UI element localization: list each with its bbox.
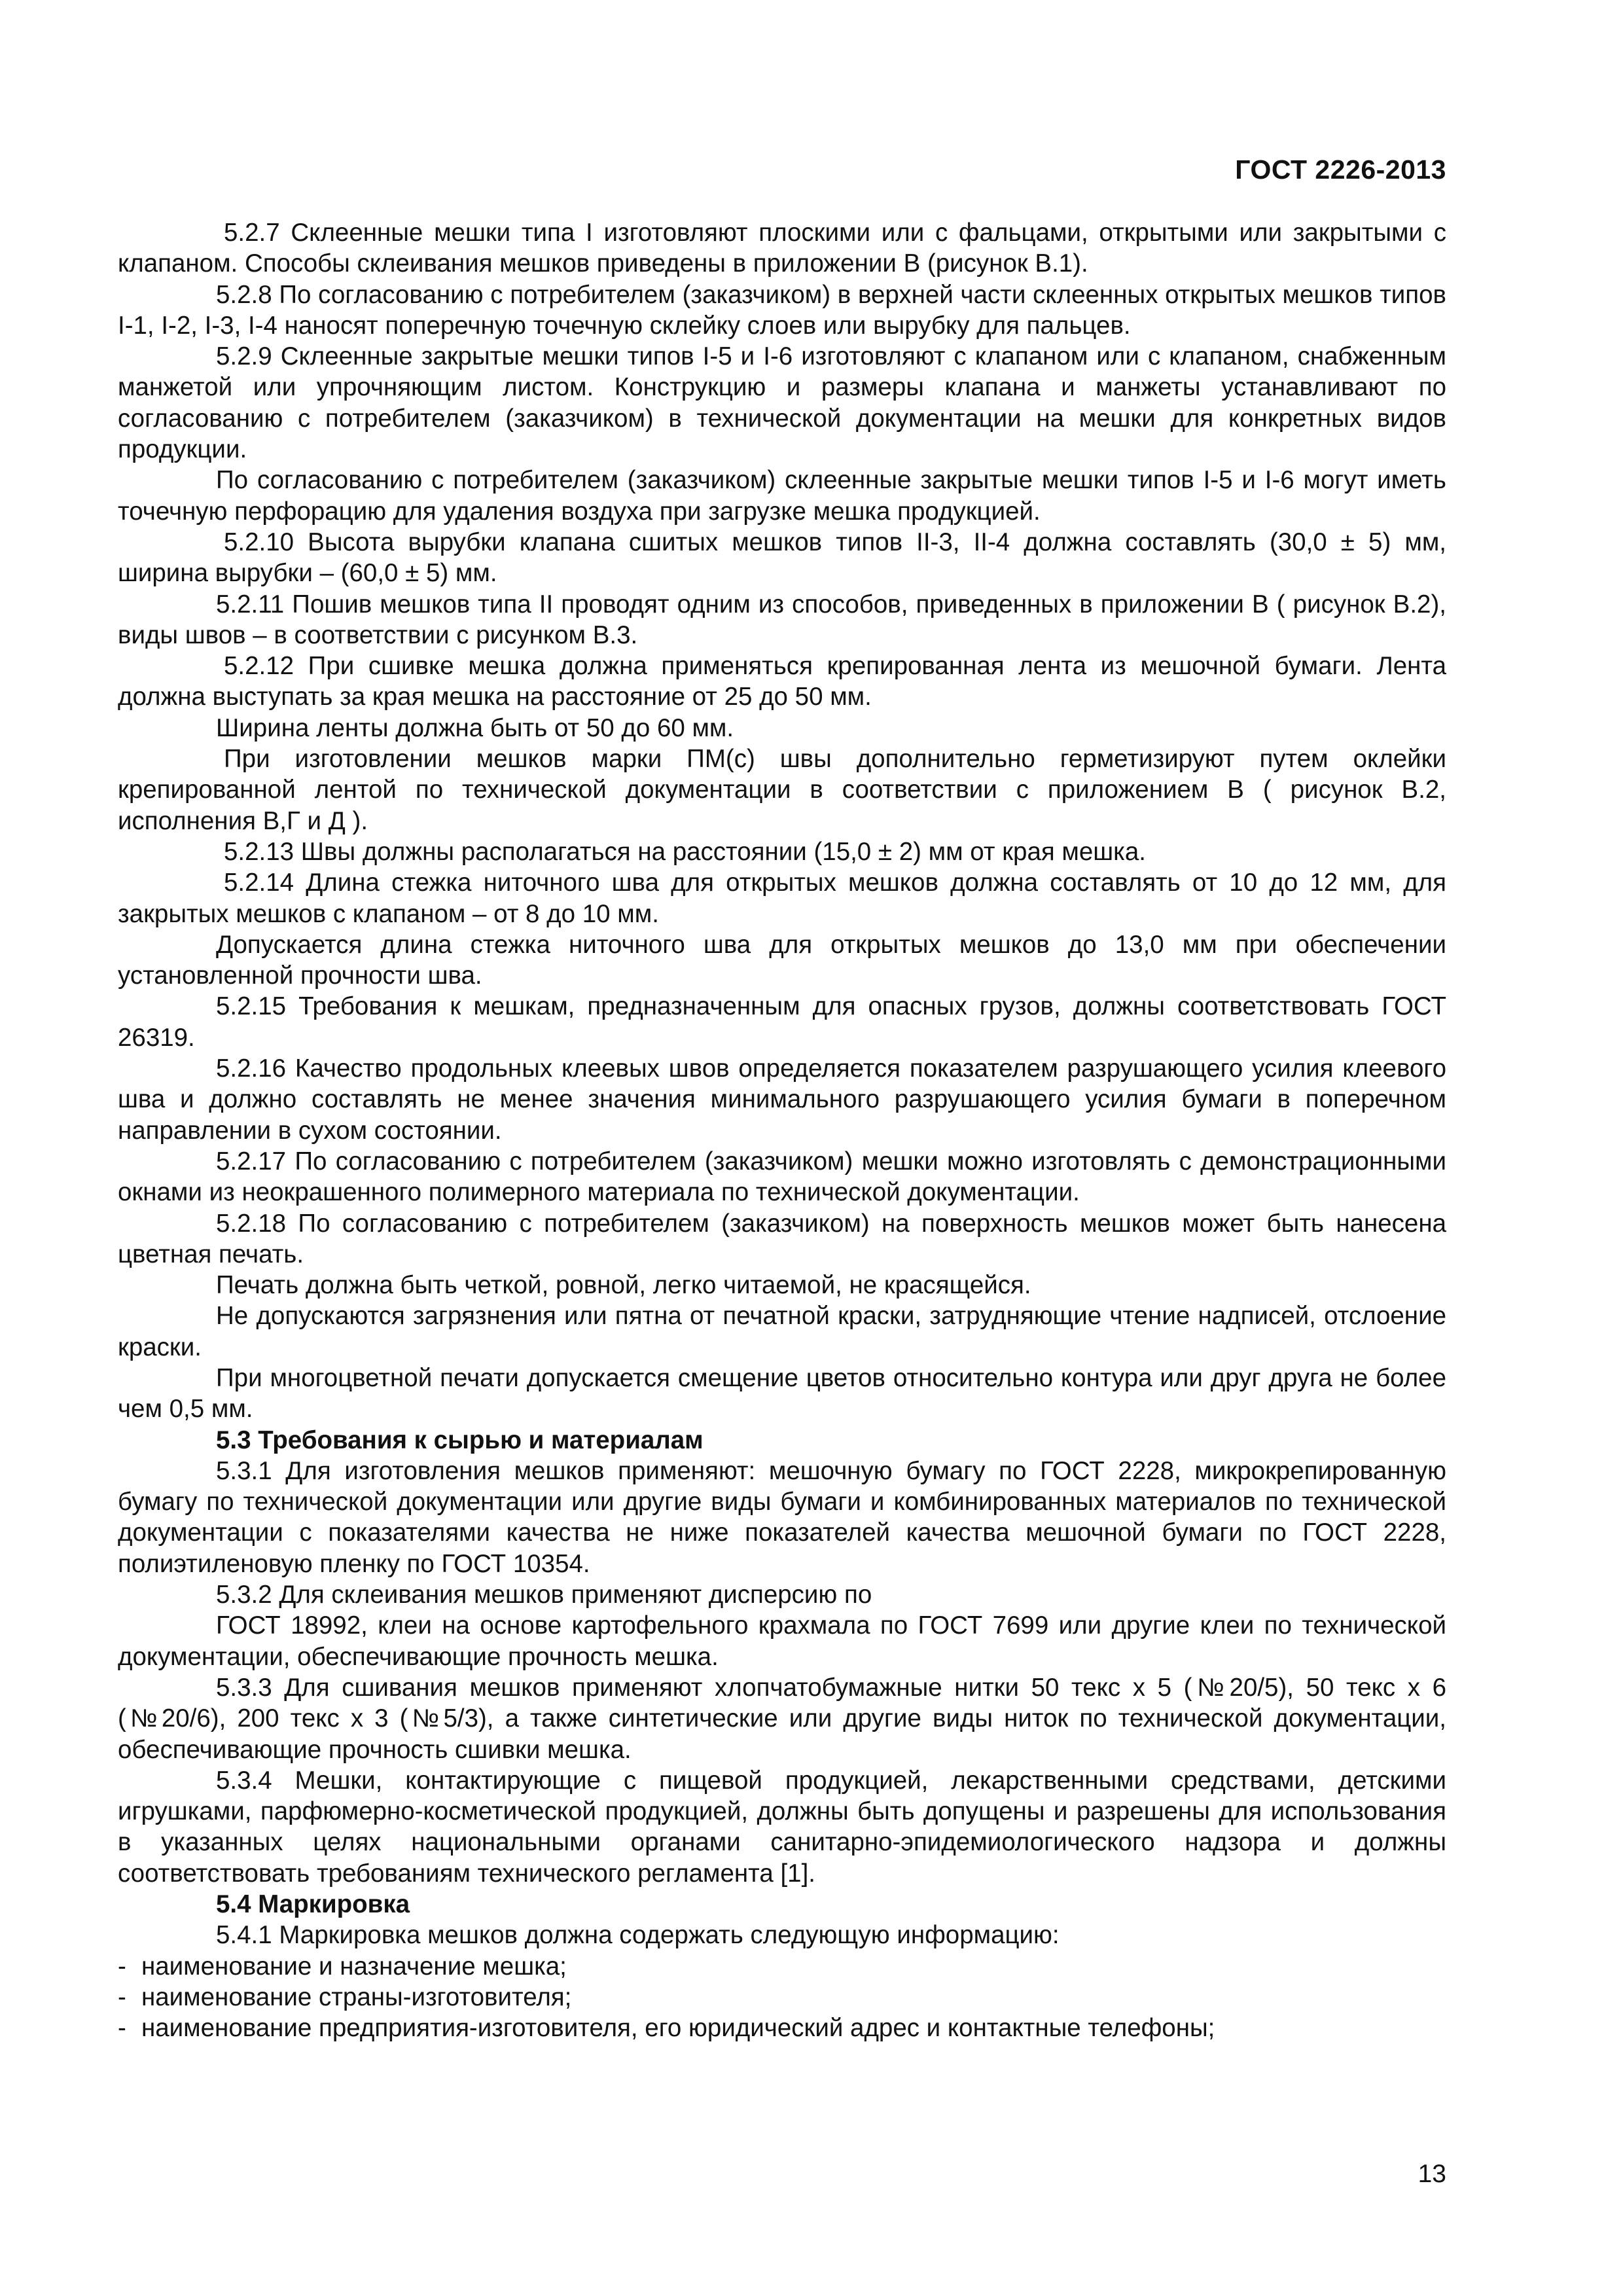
paragraph-print-defects: Не допускаются загрязнения или пятна от печатной краски, затрудняющие чтение надписей, отслоение краски. <box>118 1302 1446 1361</box>
page-number: 13 <box>1418 2160 1446 2188</box>
paragraph-5-3-2-cont: ГОСТ 18992, клеи на основе картофельного крахмала по ГОСТ 7699 или другие клеи по технической документации, обеспечивающие прочность мешка. <box>118 1611 1446 1671</box>
paragraph-5-3-2: 5.3.2 Для склеивания мешков применяют дисперсию по <box>216 1581 872 1609</box>
list-item <box>118 2013 1446 2043</box>
paragraph-5-2-9-note: По согласованию с потребителем (заказчиком) склеенные закрытые мешки типов I-5 и I-6 могут иметь точечную перфорацию для удаления воздуха при загрузке мешка продукцией. <box>118 466 1446 526</box>
list-item <box>118 1982 1446 2013</box>
marking-list <box>118 1951 1446 2044</box>
list-item-text: наименование страны-изготовителя; <box>141 1982 572 2011</box>
paragraph-5-2-12: 5.2.12 При сшивке мешка должна применяться крепированная лента из мешочной бумаги. Лента должна выступать за края мешка на расстояние от 25 до 50 мм. <box>118 652 1446 711</box>
list-dash: - <box>118 2014 126 2043</box>
paragraph-5-2-14: 5.2.14 Длина стежка ниточного шва для открытых мешков должна составлять от 10 до 12 мм, для закрытых мешков с клапаном – от 8 до 10 мм. <box>118 869 1446 928</box>
paragraph-5-2-8: 5.2.8 По согласованию с потребителем (заказчиком) в верхней части склеенных открытых мешков типов I-1, I-2, I-3, I-4 наносят поперечную точечную склейку слоев или вырубку для пальцев. <box>118 280 1446 340</box>
paragraph-color-shift: При многоцветной печати допускается смещение цветов относительно контура или друг друга не более чем 0,5 мм. <box>118 1363 1446 1424</box>
paragraph-5-3-3: 5.3.3 Для сшивания мешков применяют хлопчатобумажные нитки 50 текс х 5 (№20/5), 50 текс х 6 (№20/6), 200 текс х 3 (№5/3), а также синтетические или другие виды ниток по технической документации, обеспечивающие прочность сшивки мешка. <box>118 1673 1446 1764</box>
paragraph-5-2-13: 5.2.13 Швы должны располагаться на расстоянии (15,0 ± 2) мм от края мешка. <box>224 837 1146 866</box>
list-dash: - <box>118 1982 126 2011</box>
paragraph-5-3-1: 5.3.1 Для изготовления мешков применяют: мешочную бумагу по ГОСТ 2228, микрокрепированную бумагу по технической документации или другие виды бумаги и комбинированных материалов по технической документации с показателями качества не ниже показателей качества мешочной бумаги по ГОСТ 2228, полиэтиленовую пленку по ГОСТ 10354. <box>118 1456 1446 1578</box>
paragraph-5-2-10: 5.2.10 Высота вырубки клапана сшитых мешков типов II-3, II-4 должна составлять (30,0 ± 5) мм, ширина вырубки – (60,0 ± 5) мм. <box>118 528 1446 588</box>
paragraph-5-4-1: 5.4.1 Маркировка мешков должна содержать следующую информацию: <box>216 1921 1060 1950</box>
list-item <box>118 1951 1446 1982</box>
paragraph-pm-seams: При изготовлении мешков марки ПМ(с) швы дополнительно герметизируют путем оклейки крепированной лентой по технической документации в соответствии с приложением В ( рисунок В.2, исполнения В,Г и Д ). <box>118 745 1446 835</box>
paragraph-5-2-7: 5.2.7 Склеенные мешки типа I изготовляют плоскими или с фальцами, открытыми или закрытыми с клапаном. Способы склеивания мешков приведены в приложении В (рисунок В.1). <box>118 219 1446 278</box>
paragraph-5-2-16: 5.2.16 Качество продольных клеевых швов определяется показателем разрушающего усилия клеевого шва и должно составлять не менее значения минимального разрушающего усилия бумаги в поперечном направлении в сухом состоянии. <box>118 1054 1446 1145</box>
paragraph-5-2-9: 5.2.9 Склеенные закрытые мешки типов I-5 и I-6 изготовляют с клапаном или с клапаном, снабженным манжетой или упрочняющим листом. Конструкцию и размеры клапана и манжеты устанавливают по согласованию с потребителем (заказчиком) в технической документации на мешки для конкретных видов продукции. <box>118 342 1446 464</box>
paragraph-print-quality: Печать должна быть четкой, ровной, легко читаемой, не красящейся. <box>216 1271 1031 1300</box>
document-body <box>118 217 1446 2044</box>
list-item-text: наименование и назначение мешка; <box>141 1952 567 1981</box>
list-dash: - <box>118 1952 126 1981</box>
section-heading-5-3: 5.3 Требования к сырью и материалам <box>216 1426 704 1454</box>
document-code-header: ГОСТ 2226-2013 <box>1235 154 1446 185</box>
paragraph-5-2-18: 5.2.18 По согласованию с потребителем (заказчиком) на поверхность мешков может быть нанесена цветная печать. <box>118 1209 1446 1268</box>
section-heading-5-4: 5.4 Маркировка <box>216 1890 410 1919</box>
paragraph-5-3-4: 5.3.4 Мешки, контактирующие с пищевой продукцией, лекарственными средствами, детскими игрушками, парфюмерно-косметической продукцией, должны быть допущены и разрешены для использования в указанных целях национальными органами санитарно-эпидемиологического надзора и должны соответствовать требованиям технического регламента [1]. <box>118 1766 1446 1888</box>
paragraph-stitch-length: Допускается длина стежка ниточного шва для открытых мешков до 13,0 мм при обеспечении установленной прочности шва. <box>118 930 1446 990</box>
paragraph-5-2-11: 5.2.11 Пошив мешков типа II проводят одним из способов, приведенных в приложении В ( рисунок В.2), виды швов – в соответствии с рисунком В.3. <box>118 590 1446 649</box>
list-item-text: наименование предприятия-изготовителя, его юридический адрес и контактные телефоны; <box>141 2014 1215 2043</box>
paragraph-5-2-15: 5.2.15 Требования к мешкам, предназначенным для опасных грузов, должны соответствовать ГОСТ 26319. <box>118 992 1446 1052</box>
paragraph-tape-width: Ширина ленты должна быть от 50 до 60 мм. <box>216 713 734 742</box>
paragraph-5-2-17: 5.2.17 По согласованию с потребителем (заказчиком) мешки можно изготовлять с демонстрационными окнами из неокрашенного полимерного материала по технической документации. <box>118 1147 1446 1207</box>
